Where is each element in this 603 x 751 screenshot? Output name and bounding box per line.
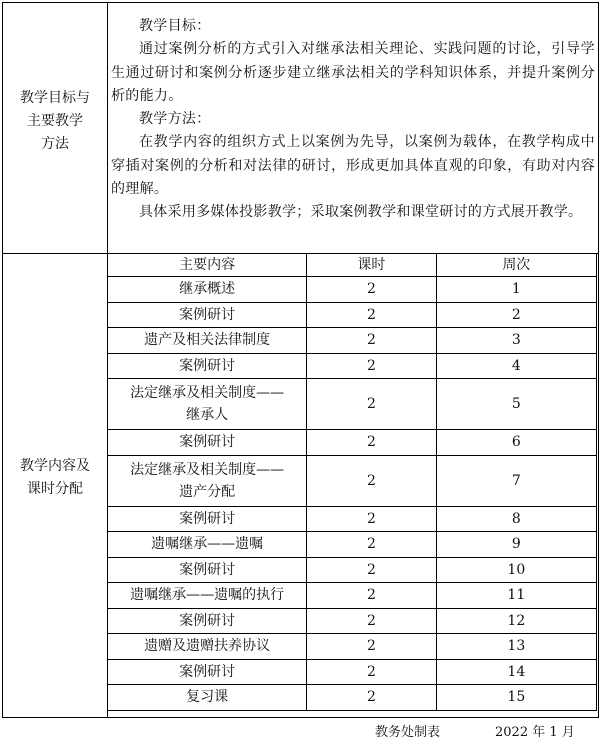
schedule-row-label — [3, 455, 107, 501]
row-content-line: 继承概述 — [179, 281, 236, 298]
schedule-header-row — [108, 254, 597, 277]
row-content — [108, 532, 307, 558]
row-week: 9 — [436, 532, 596, 558]
table-row — [108, 277, 597, 303]
row-content-line: 案例研讨 — [179, 663, 236, 680]
row-content — [108, 557, 307, 583]
goal-heading: 教学目标： — [139, 18, 211, 34]
row-week: 5 — [436, 379, 596, 430]
row-week: 12 — [436, 608, 596, 634]
row-week: 10 — [436, 557, 596, 583]
row-hours: 2 — [307, 532, 436, 558]
row-content-line: 遗产及相关法律制度 — [144, 332, 271, 349]
row-content — [108, 379, 307, 430]
row-hours: 2 — [307, 583, 436, 609]
table-row — [108, 430, 597, 456]
row-hours: 2 — [307, 379, 436, 430]
row-content-line: 案例研讨 — [179, 612, 236, 629]
label-line: 主要教学 — [27, 113, 83, 129]
header-week: 周次 — [436, 254, 596, 277]
row-week: 7 — [436, 455, 596, 506]
row-content — [108, 608, 307, 634]
table-row — [108, 302, 597, 328]
row-content — [108, 583, 307, 609]
objectives-content — [111, 15, 595, 225]
row-content-line: 遗赠及遗赠扶养协议 — [144, 638, 271, 655]
schedule-table — [107, 253, 597, 711]
footer-issuer: 教务处制表 — [375, 725, 441, 740]
row-content — [108, 277, 307, 303]
header-content: 主要内容 — [108, 254, 307, 277]
footer-date: 2022 年 1 月 — [495, 725, 575, 740]
table-row — [108, 608, 597, 634]
row-content — [108, 353, 307, 379]
table-row — [108, 328, 597, 354]
row-week: 8 — [436, 506, 596, 532]
row-content — [108, 302, 307, 328]
row-content — [108, 430, 307, 456]
goal-text: 通过案例分析的方式引入对继承法相关理论、实践问题的讨论，引导学生通过研讨和案例分析逐步建立继承法相关的学科知识体系，并提升案例分析的能力。 — [111, 41, 595, 104]
row-content — [108, 506, 307, 532]
row-week: 6 — [436, 430, 596, 456]
table-row — [108, 353, 597, 379]
table-row — [108, 557, 597, 583]
objectives-row-label — [3, 87, 107, 156]
table-row — [108, 455, 597, 506]
label-line: 方法 — [41, 136, 69, 152]
row-hours: 2 — [307, 506, 436, 532]
table-row — [108, 532, 597, 558]
label-line: 教学目标与 — [20, 90, 90, 106]
row-content-line: 法定继承及相关制度—— — [130, 461, 285, 478]
method-heading: 教学方法： — [139, 111, 211, 128]
label-line: 课时分配 — [27, 481, 83, 497]
table-row — [108, 583, 597, 609]
row-content-line: 遗嘱继承——遗嘱 — [151, 536, 264, 553]
method-text-1: 在教学内容的组织方式上以案例为先导，以案例为载体，在教学构成中穿插对案例的分析和对法律的研讨，形成更加具体直观的印象，有助对内容的理解。 — [111, 134, 595, 198]
row-content-line: 复习课 — [186, 689, 229, 706]
row-hours: 2 — [307, 328, 436, 354]
row-week: 3 — [436, 328, 596, 354]
row-week: 15 — [436, 685, 596, 711]
table-row — [108, 659, 597, 685]
table-row — [108, 379, 597, 430]
row-hours: 2 — [307, 277, 436, 303]
row-content — [108, 659, 307, 685]
row-week: 14 — [436, 659, 596, 685]
row-content — [108, 685, 307, 711]
row-hours: 2 — [307, 302, 436, 328]
row-week: 4 — [436, 353, 596, 379]
row-content-line: 案例研讨 — [179, 357, 236, 374]
row-hours: 2 — [307, 455, 436, 506]
row-hours: 2 — [307, 685, 436, 711]
row-hours: 2 — [307, 608, 436, 634]
row-content-line: 案例研讨 — [179, 434, 236, 451]
header-hours: 课时 — [307, 254, 436, 277]
row-content-line: 遗嘱继承——遗嘱的执行 — [130, 587, 285, 604]
method-text-2: 具体采用多媒体投影教学；采取案例教学和课堂研讨的方式展开教学。 — [139, 204, 583, 221]
row-hours: 2 — [307, 353, 436, 379]
row-week: 1 — [436, 277, 596, 303]
row-hours: 2 — [307, 430, 436, 456]
row-content-line: 案例研讨 — [179, 306, 236, 323]
row-week: 2 — [436, 302, 596, 328]
row-hours: 2 — [307, 659, 436, 685]
row-content — [108, 328, 307, 354]
table-row — [108, 506, 597, 532]
row-content-line: 遗产分配 — [179, 483, 236, 500]
row-hours: 2 — [307, 557, 436, 583]
label-line: 教学内容及 — [20, 458, 90, 474]
row-week: 13 — [436, 634, 596, 660]
row-content-line: 继承人 — [186, 407, 229, 423]
row-content — [108, 634, 307, 660]
row-hours: 2 — [307, 634, 436, 660]
table-row — [108, 685, 597, 711]
table-row — [108, 634, 597, 660]
row-content-line: 案例研讨 — [179, 510, 236, 527]
row-content-line: 法定继承及相关制度—— — [130, 385, 285, 401]
row-content-line: 案例研讨 — [179, 561, 236, 578]
row-content — [108, 455, 307, 506]
row-week: 11 — [436, 583, 596, 609]
